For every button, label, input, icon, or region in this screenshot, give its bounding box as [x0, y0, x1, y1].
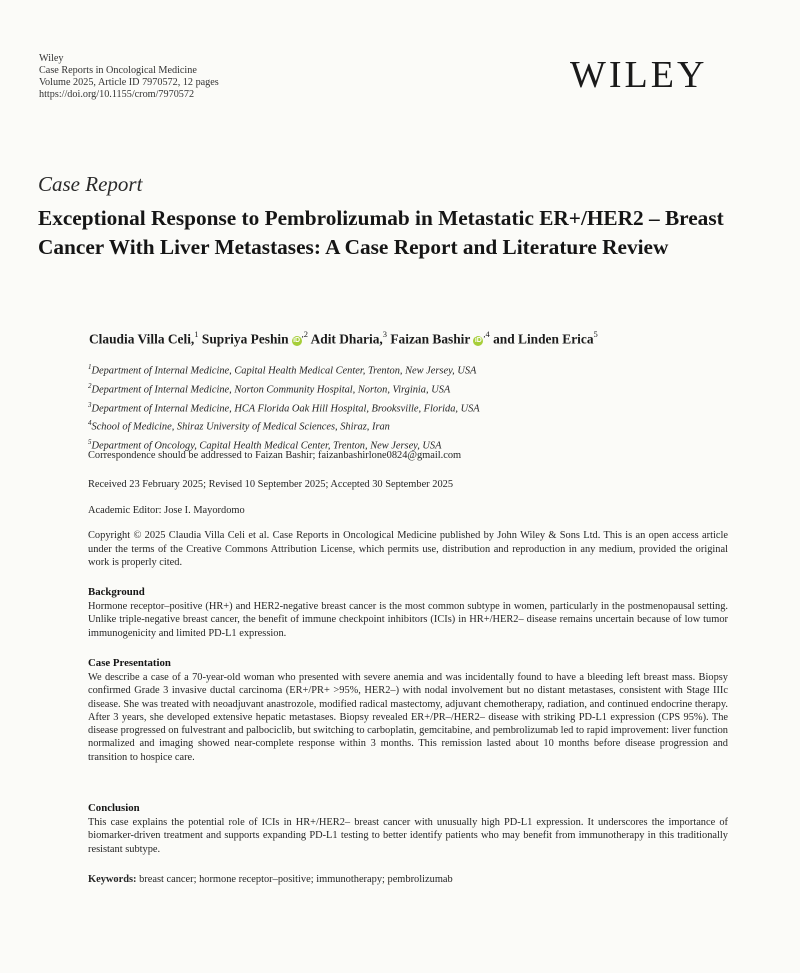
affiliation-item: $^4$School of Medicine, Shiraz University of Medical Sciences, Shiraz, Iran — [88, 419, 390, 433]
author-name: and Linden Erica — [493, 331, 594, 347]
journal-name: Case Reports in Oncological Medicine — [39, 65, 197, 76]
case-presentation-body: We describe a case of a 70-year-old woman who presented with severe anemia and was incidentally found to have a bleeding left breast mass. Biopsy confirmed Grade 3 invasive ductal carcinoma (ER+/PR+ >95%, HER2–) with nodal involvement but no distant metastases, consistent with Stage IIIc disease. She was treated with neoadjuvant anastrozole, modified radical mastectomy, adjuvant chemotherapy, radiation, and continued endocrine therapy. After 3 years, she developed extensive hepatic metastases. Biopsy revealed ER+/PR–/HER2– disease with striking PD-L1 expression (CPS 95%). The disease progressed on fulvestrant and palbociclib, but switching to carboplatin, gemcitabine, and pembrolizumab led to rapid improvement: liver function normalized and imaging showed near-complete response within 3 months. This remission lasted about 10 months before disease progression and transition to hospice care. — [88, 672, 728, 763]
keywords-text: breast cancer; hormone receptor–positive; immunotherapy; pembrolizumab — [136, 874, 453, 885]
author-affil-sup: 1 — [194, 329, 199, 339]
publisher-name: Wiley — [39, 53, 64, 64]
article-type: Case Report — [38, 172, 143, 196]
affiliations — [88, 360, 480, 454]
author-name: Claudia Villa Celi, — [89, 331, 195, 347]
affiliation-item: $^5$Department of Oncology, Capital Health Medical Center, Trenton, New Jersey, USA — [88, 438, 442, 452]
case-presentation-heading: Case Presentation — [88, 657, 171, 669]
journal-meta — [39, 53, 219, 101]
author-affil-sup: 5 — [593, 329, 598, 339]
keywords — [88, 874, 453, 885]
affiliation-item: $^2$Department of Internal Medicine, Norton Community Hospital, Norton, Virginia, USA — [88, 381, 451, 396]
academic-editor: Academic Editor: Jose I. Mayordomo — [88, 505, 245, 516]
wiley-logo: WILEY — [570, 54, 708, 96]
volume-info: Volume 2025, Article ID 7970572, 12 pages — [39, 77, 219, 88]
article-title: Exceptional Response to Pembrolizumab in Metastatic ER+/HER2 – Breast Cancer With Liver Metastases: A Case Report and Literature Review — [38, 206, 724, 259]
author-affil-sup: ,4 — [483, 329, 490, 339]
author-name: Faizan Bashir — [390, 331, 471, 347]
copyright-notice: Copyright © 2025 Claudia Villa Celi et al. Case Reports in Oncological Medicine published by John Wiley & Sons Ltd. This is an open access article under the terms of the Creative Commons Attribution License, which permits use, distribution and reproduction in any medium, provided the original work is properly cited. — [88, 530, 728, 568]
background-body: Hormone receptor–positive (HR+) and HER2-negative breast cancer is the most common subtype in women, particularly in the postmenopausal setting. Unlike triple-negative breast cancer, the benefit of immune checkpoint inhibitors (ICIs) in HR+/HER2– disease remains uncertain because of low tumor immunogenicity and limited PD-L1 expression. — [88, 601, 728, 639]
conclusion-body: This case explains the potential role of ICIs in HR+/HER2– breast cancer with unusually high PD-L1 expression. It underscores the importance of biomarker-driven treatment and supports expanding PD-L1 testing to better identify patients who may benefit from immunotherapy in this traditionally resistant subtype. — [88, 817, 728, 855]
author-name: Adit Dharia, — [310, 331, 383, 347]
background-heading: Background — [88, 586, 145, 598]
affiliation-item: $^3$Department of Internal Medicine, HCA Florida Oak Hill Hospital, Brooksville, Florida, USA — [88, 400, 480, 414]
doi-link[interactable]: https://doi.org/10.1155/crom/7970572 — [39, 89, 195, 100]
author-affil-sup: ,2 — [301, 329, 308, 339]
author-affil-sup: 3 — [382, 329, 387, 339]
author-list — [89, 330, 598, 347]
author-name: Supriya Peshin — [201, 331, 289, 347]
conclusion-heading: Conclusion — [88, 802, 140, 814]
affiliation-item: $^1$Department of Internal Medicine, Capital Health Medical Center, Trenton, New Jersey, USA — [88, 363, 477, 377]
orcid-icon[interactable]: iD — [474, 337, 482, 345]
orcid-icon[interactable]: iD — [293, 337, 301, 345]
received-dates: Received 23 February 2025; Revised 10 September 2025; Accepted 30 September 2025 — [88, 479, 454, 490]
keywords-label: Keywords: — [88, 874, 137, 885]
correspondence: Correspondence should be addressed to Faizan Bashir; faizanbashirlone0824@gmail.com — [88, 450, 462, 461]
